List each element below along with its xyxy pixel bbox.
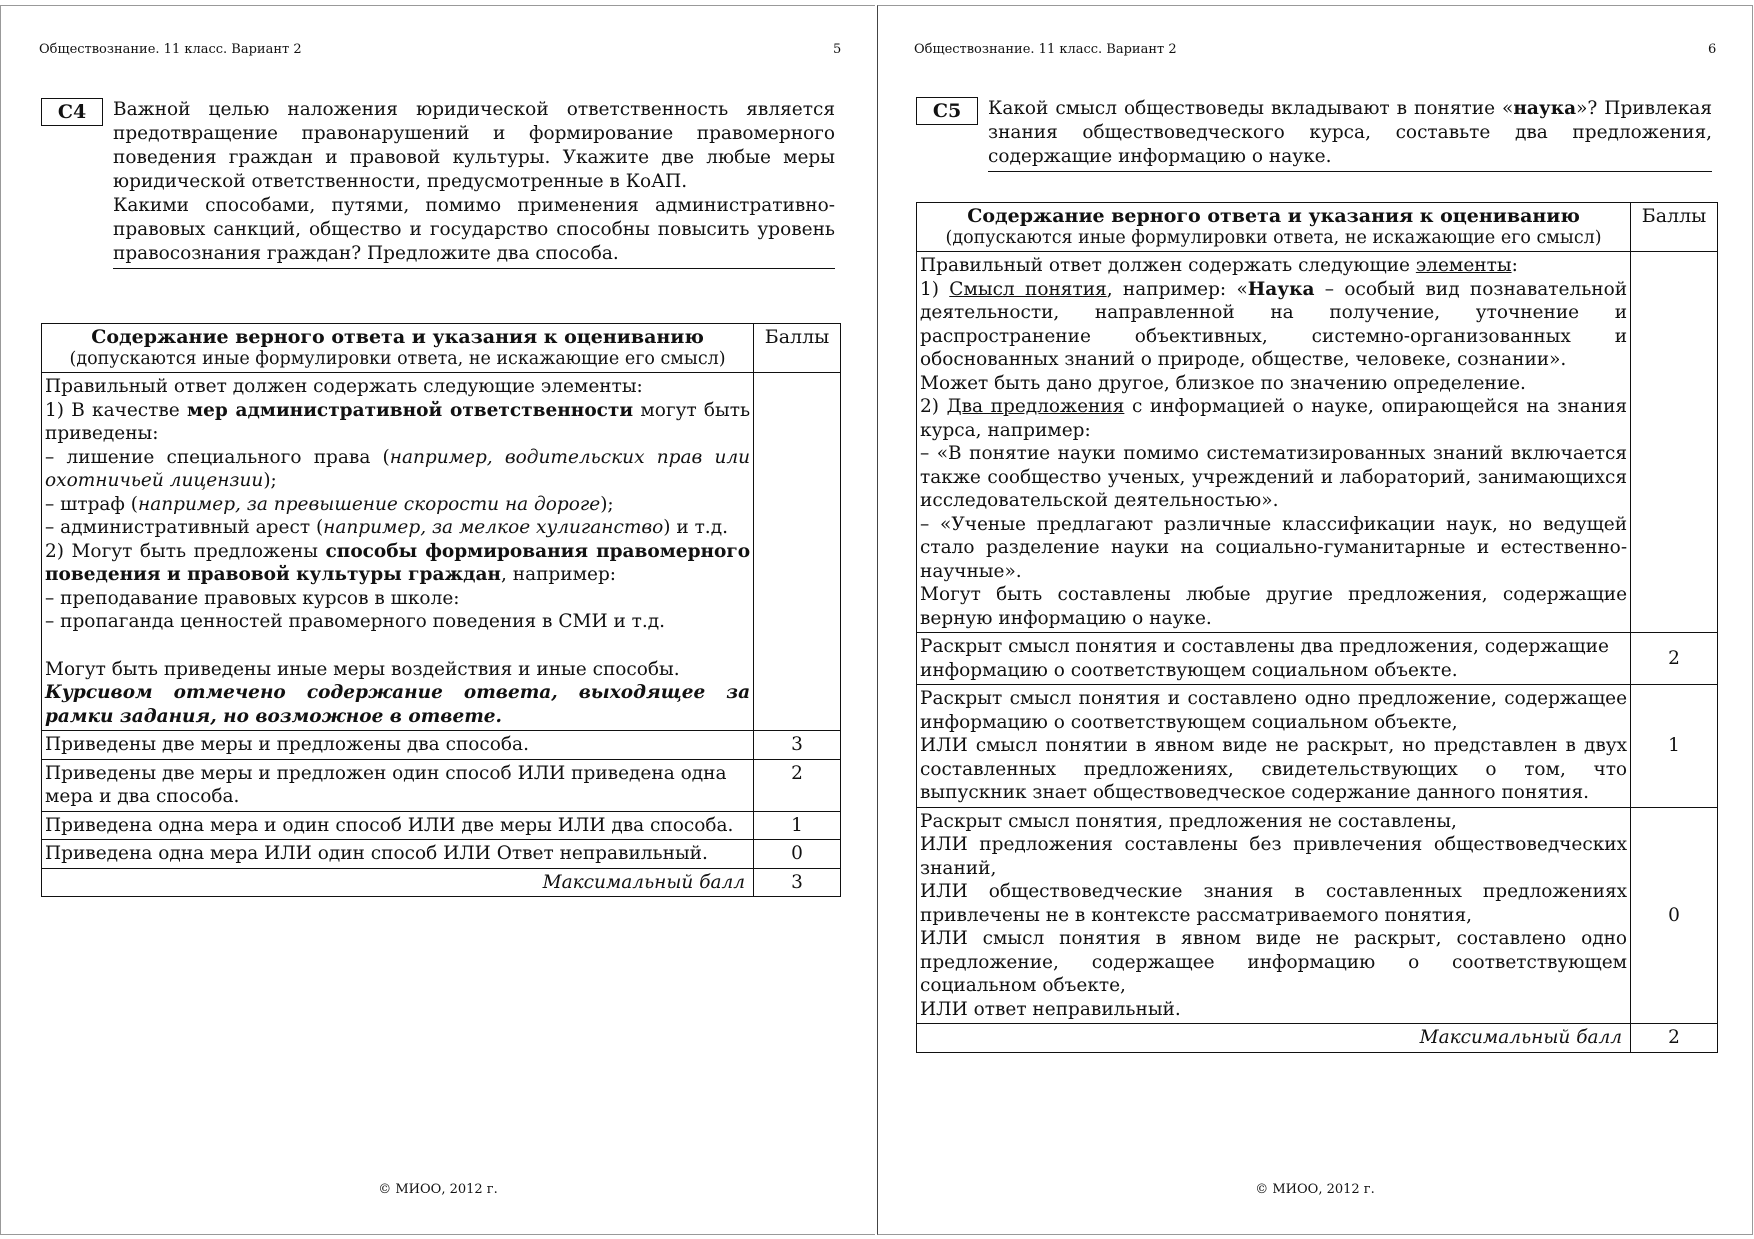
c5-row-score: 0: [1631, 807, 1718, 1024]
c4-point-1: 1) В качестве мер административной ответственности могут быть приведены:: [45, 399, 751, 444]
c4-list-item: – штраф (например, за превышение скорости на дороге);: [45, 493, 614, 515]
c4-row-text: Приведены две меры и предложен один способ ИЛИ приведена одна мера и два способа.: [42, 759, 754, 811]
c4-row-score: 1: [754, 811, 841, 840]
c5-row-text: Раскрыт смысл понятия и составлены два предложения, содержащие информацию о соответствующем социальном объекте.: [917, 633, 1631, 685]
c4-other: Могут быть приведены иные меры воздействия и иные способы.: [45, 658, 680, 680]
c4-answer-table: [41, 323, 841, 897]
task-c5-text: Какой смысл обществоведы вкладывают в понятие «наука»? Привлекая знания обществоведческого курса, составьте два предложения, содержащие информацию о науке.: [988, 97, 1712, 172]
table-row: [917, 633, 1718, 685]
table-row: [917, 685, 1718, 808]
c4-row-score: 3: [754, 731, 841, 760]
task-c4-text: [113, 98, 835, 269]
c4-note: Курсивом отмечено содержание ответа, выходящее за рамки задания, но возможное в ответе.: [45, 682, 751, 727]
right-page-footer: © МИОО, 2012 г.: [1255, 1182, 1375, 1197]
c5-header-sub: (допускаются иные формулировки ответа, не искажающие его смысл): [945, 228, 1602, 248]
c4-max-score: 3: [754, 868, 841, 897]
c5-table-header: [917, 203, 1631, 252]
c4-table-header: [42, 324, 754, 373]
task-c4-label: С4: [41, 98, 103, 126]
c5-sentence-2: – «Ученые предлагают различные классификации наук, но ведущей стало разделение науки на социально-гуманитарные и естественно-научные».: [920, 513, 1628, 582]
task-c5: [916, 97, 1718, 172]
c5-row-text: Раскрыт смысл понятия и составлено одно предложение, содержащее информацию о соответствующем социальном объекте, ИЛИ смысл понятии в явном виде не раскрыт, но представлен в двух составленных предложениях, свидетельствующих о том, что выпускник знает обществоведческое содержание данного понятия.: [917, 685, 1631, 808]
c4-list-item: – лишение специального права (например, водительских прав или охотничьей лицензии);: [45, 446, 751, 491]
task-c5-label: С5: [916, 97, 978, 125]
left-page: [0, 5, 875, 1235]
c4-list-item: – административный арест (например, за мелкое хулиганство) и т.д.: [45, 517, 728, 538]
c4-row-score: 2: [754, 759, 841, 811]
c5-other: Могут быть составлены любые другие предложения, содержащие верную информацию о науке.: [920, 584, 1628, 629]
left-page-header: Обществознание. 11 класс. Вариант 2: [39, 42, 302, 57]
table-row: [42, 759, 841, 811]
c5-max-score: 2: [1631, 1024, 1718, 1053]
c4-max-row: [42, 868, 841, 897]
c4-row-text: Приведена одна мера ИЛИ один способ ИЛИ Ответ неправильный.: [42, 840, 754, 869]
c5-max-row: [917, 1024, 1718, 1053]
c4-row-score: 0: [754, 840, 841, 869]
task-c4-text-2: Какими способами, путями, помимо применения административно-правовых санкций, общество и государство способны повысить уровень правосознания граждан? Предложите два способа.: [113, 195, 835, 264]
c5-point-1-note: Может быть дано другое, близкое по значению определение.: [920, 372, 1526, 394]
c5-content-score: [1631, 252, 1718, 633]
c5-header-score: Баллы: [1631, 203, 1718, 252]
c4-header-title: Содержание верного ответа и указания к оцениванию: [91, 326, 704, 348]
c5-point-2: 2) Два предложения с информацией о науке, опирающейся на знания курса, например:: [920, 396, 1628, 441]
table-row: [917, 807, 1718, 1024]
c5-sentence-1: – «В понятие науки помимо систематизированных знаний включается также сообщество ученых, учреждений и лабораторий, занимающихся исследовательской деятельностью».: [920, 443, 1628, 511]
c4-answer-content: [42, 373, 754, 731]
table-row: [42, 811, 841, 840]
c4-max-label: Максимальный балл: [42, 868, 754, 897]
right-page-header: Обществознание. 11 класс. Вариант 2: [914, 42, 1177, 57]
left-page-footer: © МИОО, 2012 г.: [378, 1182, 498, 1197]
c5-header-title: Содержание верного ответа и указания к оцениванию: [967, 205, 1580, 227]
c5-answer-content: [917, 252, 1631, 633]
right-page-number: 6: [1708, 42, 1717, 57]
c4-header-sub: (допускаются иные формулировки ответа, не искажающие его смысл): [69, 349, 726, 369]
c4-row-text: Приведены две меры и предложены два способа.: [42, 731, 754, 760]
left-page-number: 5: [833, 42, 842, 57]
task-c4-text-1: Важной целью наложения юридической ответственность является предотвращение правонарушений и формирование правомерного поведения граждан и правовой культуры. Укажите две любые меры юридической ответственности, предусмотренные в КоАП.: [113, 99, 835, 192]
c5-row-score: 1: [1631, 685, 1718, 808]
c5-max-label: Максимальный балл: [917, 1024, 1631, 1053]
c4-header-score: Баллы: [754, 324, 841, 373]
c5-intro: Правильный ответ должен содержать следующие элементы:: [920, 255, 1518, 276]
c4-point-2: 2) Могут быть предложены способы формирования правомерного поведения и правовой культуры граждан, например:: [45, 540, 751, 585]
c5-point-1: 1) Смысл понятия, например: «Наука – особый вид познавательной деятельности, направленной на получение, уточнение и распространение объективных, системно-организованных и обоснованных знаний о природе, обществе, человеке, сознании».: [920, 278, 1628, 370]
c5-row-score: 2: [1631, 633, 1718, 685]
table-row: [42, 840, 841, 869]
c5-answer-table: [916, 202, 1718, 1053]
right-page: [877, 5, 1753, 1235]
table-row: [42, 731, 841, 760]
task-c4: [41, 98, 841, 269]
c4-content-score: [754, 373, 841, 731]
c4-row-text: Приведена одна мера и один способ ИЛИ две меры ИЛИ два способа.: [42, 811, 754, 840]
c4-list-item: – преподавание правовых курсов в школе:: [45, 587, 460, 609]
c4-intro: Правильный ответ должен содержать следующие элементы:: [45, 376, 643, 397]
c5-row-text: Раскрыт смысл понятия, предложения не составлены, ИЛИ предложения составлены без привлечения обществоведческих знаний, ИЛИ обществоведческие знания в составленных предложениях привлечены не в контексте рассматриваемого понятия, ИЛИ смысл понятия в явном виде не раскрыт, составлено одно предложение, содержащее информацию о соответствующем социальном объекте, ИЛИ ответ неправильный.: [917, 807, 1631, 1024]
c4-list-item: – пропаганда ценностей правомерного поведения в СМИ и т.д.: [45, 611, 666, 632]
